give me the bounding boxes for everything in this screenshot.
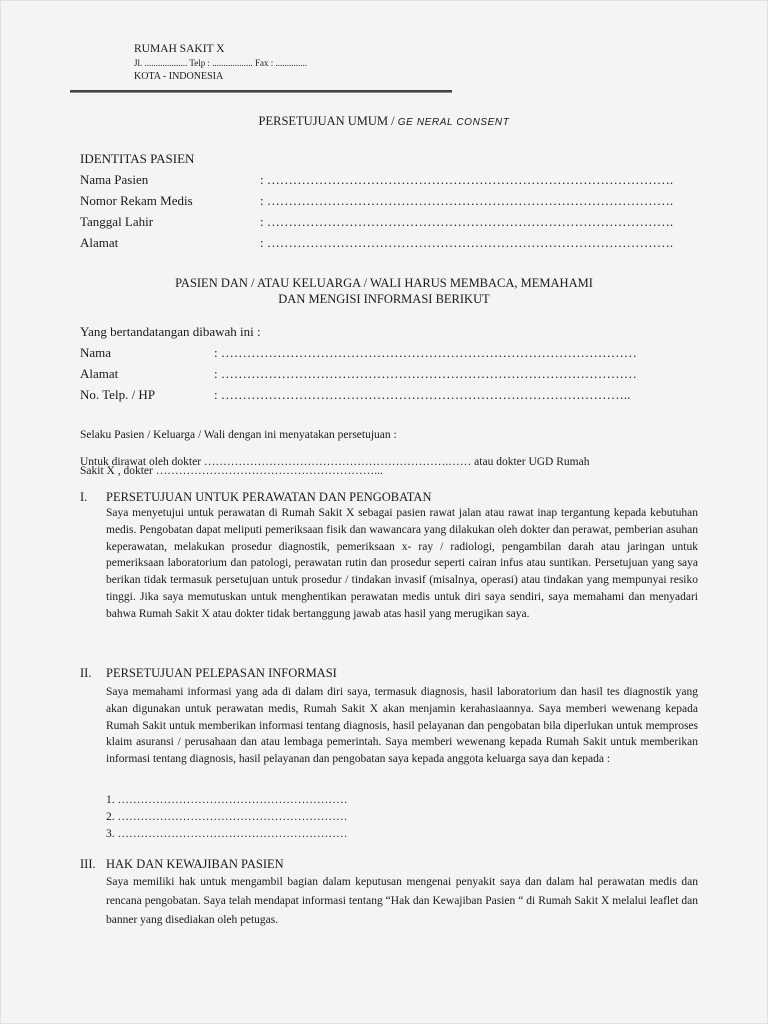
section-1-heading xyxy=(80,490,431,505)
field-blank[interactable]: : …………………………………………………………………………………. xyxy=(260,235,674,250)
identity-field-record-number xyxy=(80,193,674,209)
field-blank[interactable]: : …………………………………………………………………………………. xyxy=(260,193,674,208)
section-paragraph: Saya memahami informasi yang ada di dalam diri saya, termasuk diagnosis, hasil laboratorium dan hasil tes diagnostik yang akan digunakan untuk perawatan medis, Rumah Sakit X akan menjamin kerahasiaannya. Saya memberi wewenang kepada Rumah Sakit untuk memberikan informasi tentang diagnosis, hasil pelayanan dan pengobatan bila diperlukan untuk memproses klaim asuransi / perusahaan dan atau lembaga pemerintah. Saya memberi wewenang kepada Rumah Sakit untuk memberikan informasi tentang diagnosis, hasil pelayanan dan pengobatan saya kepada anggota keluarga saya dan kepada : xyxy=(106,686,698,766)
field-label: Nama xyxy=(80,345,112,360)
notice-line-2: DAN MENGISI INFORMASI BERIKUT xyxy=(278,292,490,306)
section-number: I. xyxy=(80,490,88,504)
section-title: HAK DAN KEWAJIBAN PASIEN xyxy=(106,857,284,871)
field-blank[interactable]: : …………………………………………………………………………………. xyxy=(260,172,674,187)
identity-field-address xyxy=(80,235,674,251)
identity-field-birth-date xyxy=(80,214,674,230)
field-label: Nomor Rekam Medis xyxy=(80,193,193,208)
identity-heading: IDENTITAS PASIEN xyxy=(80,151,195,166)
field-label: Alamat xyxy=(80,235,119,250)
section-number: III. xyxy=(80,857,96,871)
title-main: PERSETUJUAN UMUM / xyxy=(258,114,395,128)
recipient-line-1[interactable]: 1. …………………………………………………… xyxy=(106,794,348,806)
signer-field-name xyxy=(80,345,637,361)
field-blank[interactable]: : …………………………………………………………………………………. xyxy=(260,214,674,229)
section-title: PERSETUJUAN PELEPASAN INFORMASI xyxy=(106,666,337,680)
identity-field-name xyxy=(80,172,674,188)
section-1-body xyxy=(106,505,698,623)
signer-field-phone xyxy=(80,387,631,403)
doctor-line xyxy=(80,458,589,476)
signer-intro: Yang bertandatangan dibawah ini : xyxy=(80,324,261,339)
recipient-line-3[interactable]: 3. …………………………………………………… xyxy=(106,828,348,840)
doctor-line-a: Untuk dirawat oleh dokter ……………………………………………………….…… atau dokter UGD Rumah xyxy=(80,456,590,468)
signer-field-address xyxy=(80,366,637,382)
field-blank[interactable]: : …………………………………………………………………………………… xyxy=(214,345,637,360)
field-label: Nama Pasien xyxy=(80,172,149,187)
section-2-body xyxy=(106,684,698,768)
field-blank[interactable]: : …………………………………………………………………………………… xyxy=(214,366,637,381)
hospital-address: Jl. ................... Telp : .................. Fax : .............. xyxy=(134,58,307,68)
section-3-body xyxy=(106,873,698,930)
document-title xyxy=(0,114,768,129)
section-paragraph: Saya menyetujui untuk perawatan di Rumah Sakit X sebagai pasien rawat jalan atau rawat inap tergantung kepada kebutuhan medis. Pengobatan dapat meliputi pemeriksaan fisik dan wawancara yang dilakukan oleh dokter dan perawat, pemberian asuhan keperawatan, melakukan prosedur diagnostik, pemeriksaan x- ray / radiologi, pengambilan darah atau jaringan untuk pemeriksaan laboratorium dan patologi, perawatan rutin dan prosedur seperti cairan infus atau suntikan. Persetujuan yang saya berikan tidak termasuk persetujuan untuk prosedur / tindakan invasif (misalnya, operasi) atau tindakan yang mempunyai resiko tinggi. Jika saya memutuskan untuk menghentikan perawatan medis untuk diri saya sendiri, saya memahami dan menyadari bahwa Rumah Sakit X atau dokter tidak bertanggung jawab atas hasil yang merugikan saya. xyxy=(106,507,698,620)
section-3-heading xyxy=(80,857,284,872)
field-label: No. Telp. / HP xyxy=(80,387,156,402)
doctor-line-b: Sakit X , dokter …………………………………………………... xyxy=(80,465,383,477)
title-alt: GE NERAL CONSENT xyxy=(397,117,510,128)
section-paragraph: Saya memiliki hak untuk mengambil bagian dalam keputusan mengenai penyakit saya dan dalam hal perawatan medis dan rencana pengobatan. Saya telah mendapat informasi tentang “Hak dan Kewajiban Pasien “ di Rumah Sakit X melalui leaflet dan banner yang disediakan oleh petugas. xyxy=(106,876,698,926)
section-number: II. xyxy=(80,666,92,680)
header-divider xyxy=(70,90,452,93)
section-title: PERSETUJUAN UNTUK PERAWATAN DAN PENGOBATAN xyxy=(106,490,432,504)
consent-statement: Selaku Pasien / Keluarga / Wali dengan ini menyatakan persetujuan : xyxy=(80,429,397,441)
hospital-city: KOTA - INDONESIA xyxy=(134,71,224,82)
section-2-heading xyxy=(80,666,337,681)
field-label: Tanggal Lahir xyxy=(80,214,154,229)
field-blank[interactable]: : ………………………………………………………………………………….. xyxy=(214,387,631,402)
notice-line-1: PASIEN DAN / ATAU KELUARGA / WALI HARUS MEMBACA, MEMAHAMI xyxy=(175,276,593,290)
hospital-name: RUMAH SAKIT X xyxy=(134,43,225,55)
field-label: Alamat xyxy=(80,366,119,381)
recipient-line-2[interactable]: 2. …………………………………………………… xyxy=(106,811,348,823)
